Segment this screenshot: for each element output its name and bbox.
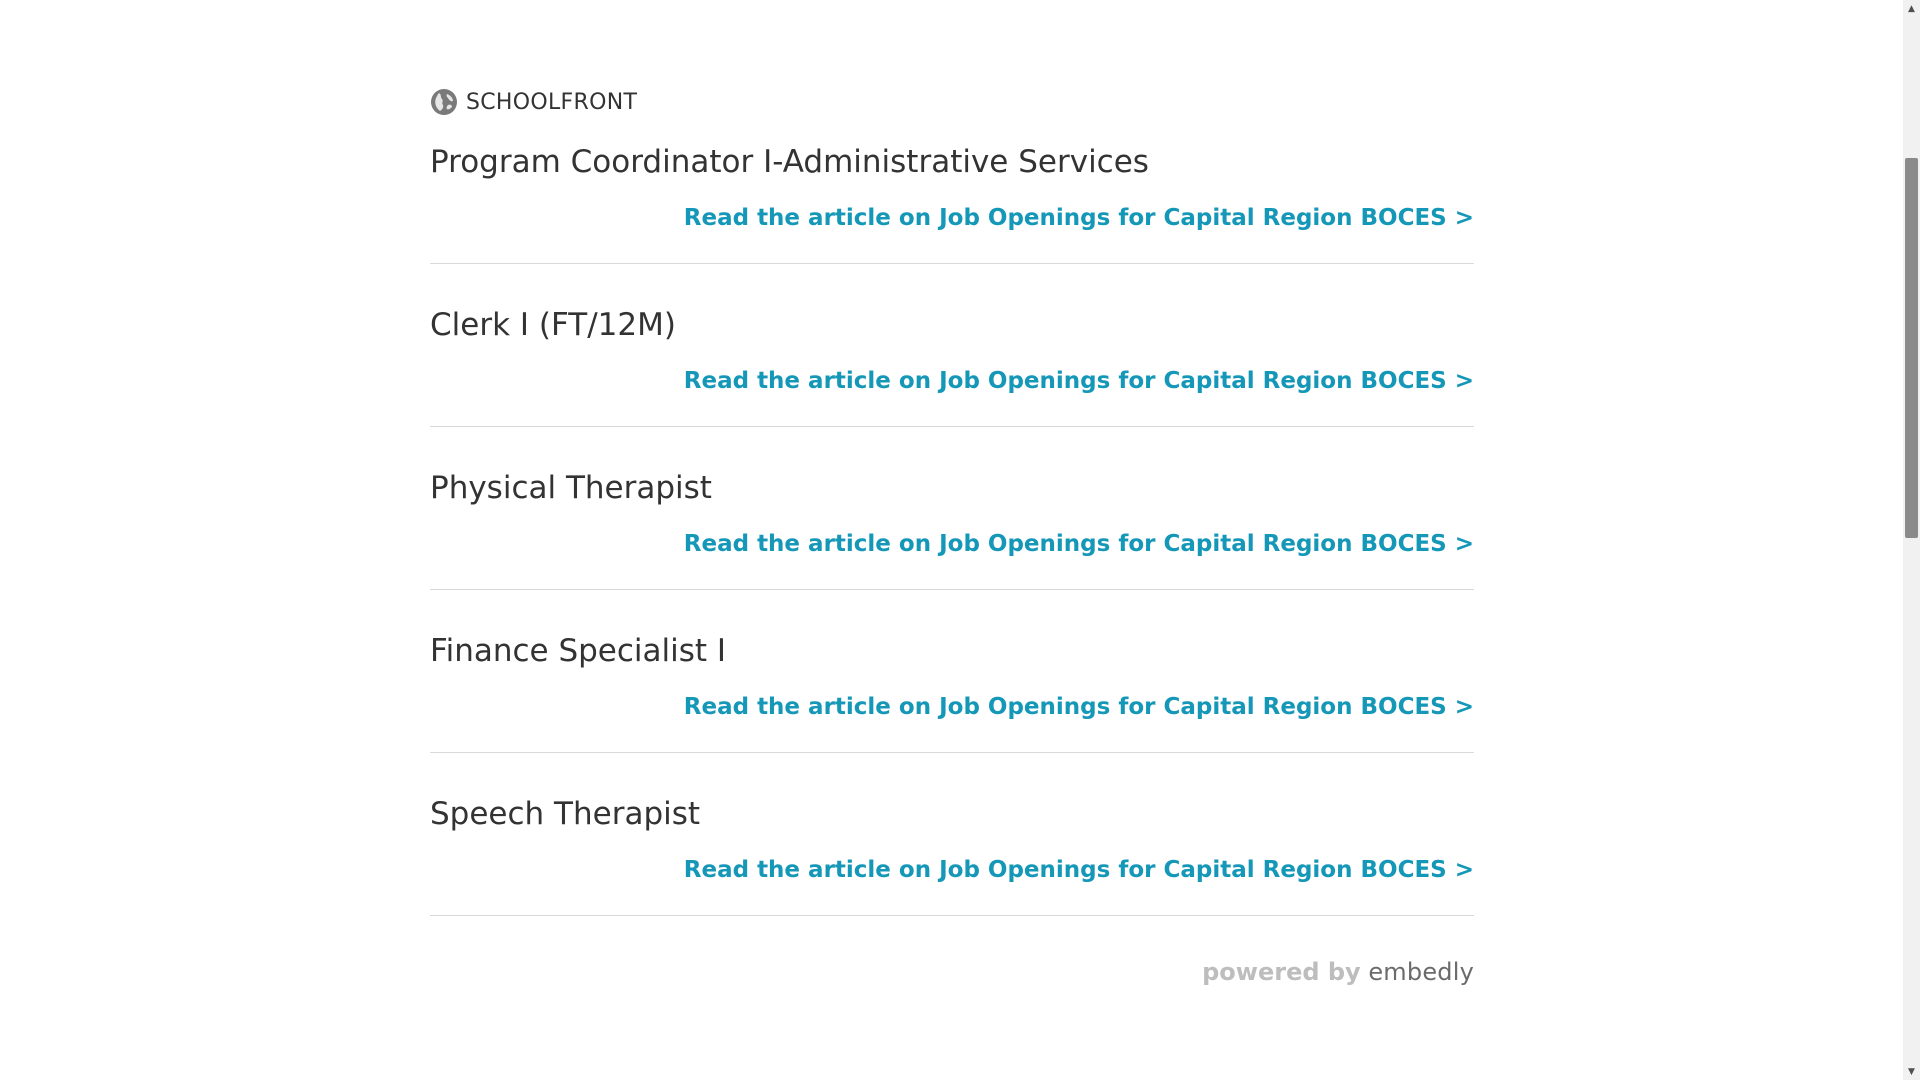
provider-header (430, 84, 1474, 120)
list-item (430, 468, 1474, 590)
powered-by-label: powered by (1202, 958, 1361, 986)
scroll-up-arrow-icon[interactable]: ▲ (1908, 3, 1915, 14)
vertical-scrollbar[interactable] (1903, 0, 1920, 1080)
item-read-article-link[interactable]: Read the article on Job Openings for Capital Region BOCES > (683, 368, 1474, 394)
list-item (430, 794, 1474, 916)
item-read-article-link[interactable]: Read the article on Job Openings for Capital Region BOCES > (683, 857, 1474, 883)
item-title[interactable]: Finance Specialist I (430, 633, 727, 669)
item-read-article-link[interactable]: Read the article on Job Openings for Capital Region BOCES > (683, 694, 1474, 720)
item-title[interactable]: Clerk I (FT/12M) (430, 307, 676, 343)
powered-by-embedly[interactable] (1202, 958, 1474, 986)
scroll-down-arrow-icon[interactable]: ▼ (1908, 1066, 1915, 1077)
globe-icon (430, 88, 458, 116)
item-title[interactable]: Program Coordinator I-Administrative Services (430, 144, 1149, 180)
item-title[interactable]: Speech Therapist (430, 796, 701, 832)
item-read-article-link[interactable]: Read the article on Job Openings for Capital Region BOCES > (683, 531, 1474, 557)
scrollbar-thumb[interactable] (1905, 158, 1918, 538)
item-read-article-link[interactable]: Read the article on Job Openings for Capital Region BOCES > (683, 205, 1474, 231)
list-item (430, 142, 1474, 264)
provider-name: SCHOOLFRONT (466, 89, 638, 115)
item-title[interactable]: Physical Therapist (430, 470, 712, 506)
list-item (430, 305, 1474, 427)
embed-card (430, 84, 1474, 986)
list-item (430, 631, 1474, 753)
embedly-logo: embedly (1368, 958, 1474, 986)
